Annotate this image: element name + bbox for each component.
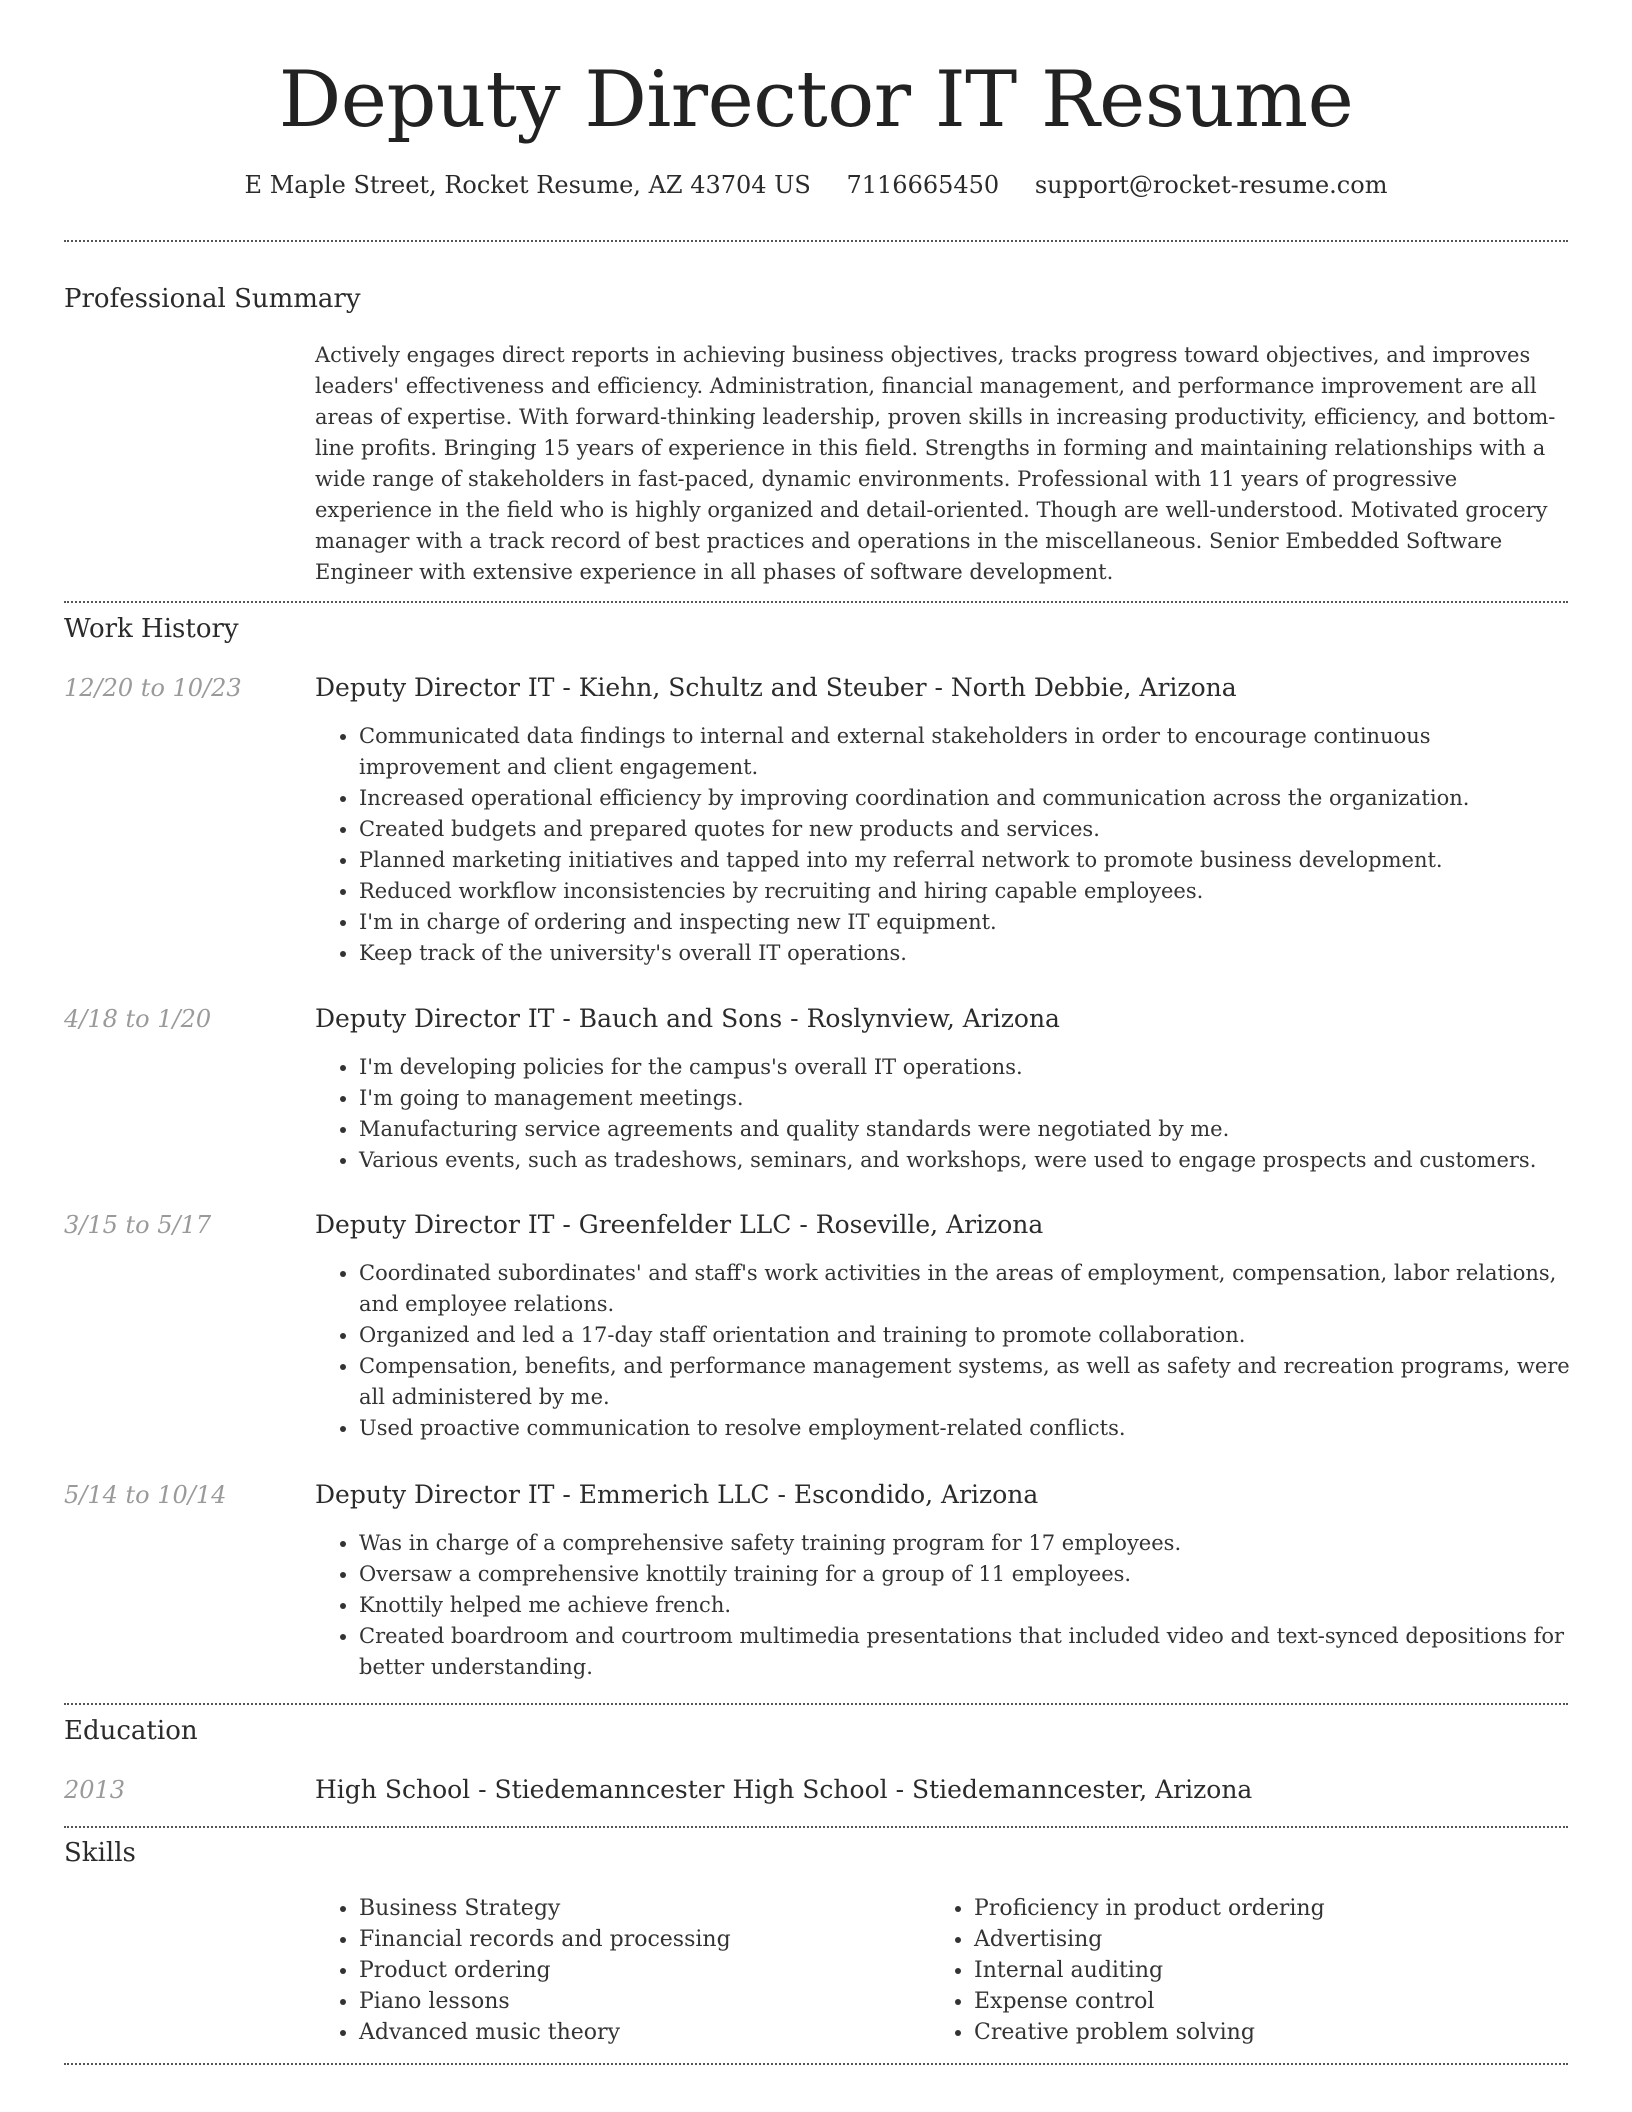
job-bullets bbox=[315, 1258, 1570, 1444]
section-divider bbox=[64, 1826, 1568, 1828]
job-title: Deputy Director IT - Kiehn, Schultz and Steuber - North Debbie, Arizona bbox=[315, 673, 1237, 702]
skill-item: • Internal auditing bbox=[974, 1955, 1550, 1986]
skill-item: • Proficiency in product ordering bbox=[974, 1893, 1550, 1924]
job-title: Deputy Director IT - Bauch and Sons - Roslynview, Arizona bbox=[315, 1004, 1060, 1033]
job-dates: 3/15 to 5/17 bbox=[64, 1211, 212, 1239]
job-dates: 5/14 to 10/14 bbox=[64, 1481, 227, 1509]
list-item: • I'm in charge of ordering and inspecting new IT equipment. bbox=[359, 907, 1570, 938]
skill-item: • Advertising bbox=[974, 1924, 1550, 1955]
job-bullets bbox=[315, 1052, 1570, 1176]
skill-item: • Expense control bbox=[974, 1986, 1550, 2017]
section-title-work: Work History bbox=[64, 614, 239, 644]
skill-item: • Piano lessons bbox=[359, 1986, 915, 2017]
section-divider bbox=[64, 2063, 1568, 2065]
list-item: • Planned marketing initiatives and tapped into my referral network to promote business development. bbox=[359, 845, 1570, 876]
list-item: • Created budgets and prepared quotes for new products and services. bbox=[359, 814, 1570, 845]
job-title: Deputy Director IT - Greenfelder LLC - Roseville, Arizona bbox=[315, 1210, 1044, 1239]
list-item: • Communicated data findings to internal and external stakeholders in order to encourage continuous improvement and client engagement. bbox=[359, 721, 1570, 783]
list-item: • Compensation, benefits, and performance management systems, as well as safety and recreation programs, were all administered by me. bbox=[359, 1351, 1570, 1413]
job-dates: 4/18 to 1/20 bbox=[64, 1005, 212, 1033]
list-item: • I'm going to management meetings. bbox=[359, 1083, 1570, 1114]
list-item: • Used proactive communication to resolve employment-related conflicts. bbox=[359, 1413, 1570, 1444]
list-item: • Organized and led a 17-day staff orientation and training to promote collaboration. bbox=[359, 1320, 1570, 1351]
list-item: • Manufacturing service agreements and quality standards were negotiated by me. bbox=[359, 1114, 1570, 1145]
list-item: • Was in charge of a comprehensive safety training program for 17 employees. bbox=[359, 1528, 1570, 1559]
list-item: • I'm developing policies for the campus's overall IT operations. bbox=[359, 1052, 1570, 1083]
list-item: • Knottily helped me achieve french. bbox=[359, 1590, 1570, 1621]
resume-title: Deputy Director IT Resume bbox=[278, 55, 1354, 145]
education-year: 2013 bbox=[64, 1776, 126, 1804]
section-divider bbox=[64, 1703, 1568, 1705]
list-item: • Various events, such as tradeshows, seminars, and workshops, were used to engage prospects and customers. bbox=[359, 1145, 1570, 1176]
section-divider bbox=[64, 240, 1568, 242]
skills-list-left bbox=[315, 1893, 915, 2048]
skill-item: • Financial records and processing bbox=[359, 1924, 915, 1955]
skills-list-right bbox=[930, 1893, 1550, 2048]
job-bullets bbox=[315, 1528, 1570, 1683]
list-item: • Keep track of the university's overall IT operations. bbox=[359, 938, 1570, 969]
section-title-skills: Skills bbox=[64, 1838, 136, 1868]
skill-item: • Product ordering bbox=[359, 1955, 915, 1986]
contact-email: support@rocket-resume.com bbox=[1034, 171, 1388, 199]
job-title: Deputy Director IT - Emmerich LLC - Escondido, Arizona bbox=[315, 1480, 1039, 1509]
contact-address: E Maple Street, Rocket Resume, AZ 43704 US bbox=[244, 171, 811, 199]
list-item: • Oversaw a comprehensive knottily training for a group of 11 employees. bbox=[359, 1559, 1570, 1590]
job-bullets bbox=[315, 721, 1570, 969]
contact-phone: 7116665450 bbox=[846, 171, 1000, 199]
section-title-education: Education bbox=[64, 1716, 198, 1746]
contact-line bbox=[0, 168, 1632, 202]
skill-item: • Advanced music theory bbox=[359, 2017, 915, 2048]
section-divider bbox=[64, 601, 1568, 603]
skill-item: • Business Strategy bbox=[359, 1893, 915, 1924]
list-item: • Created boardroom and courtroom multimedia presentations that included video and text-synced depositions for better understanding. bbox=[359, 1621, 1570, 1683]
job-dates: 12/20 to 10/23 bbox=[64, 674, 242, 702]
list-item: • Increased operational efficiency by improving coordination and communication across the organization. bbox=[359, 783, 1570, 814]
list-item: • Reduced workflow inconsistencies by recruiting and hiring capable employees. bbox=[359, 876, 1570, 907]
skill-item: • Creative problem solving bbox=[974, 2017, 1550, 2048]
education-entry: High School - Stiedemanncester High School - Stiedemanncester, Arizona bbox=[315, 1775, 1253, 1804]
list-item: • Coordinated subordinates' and staff's work activities in the areas of employment, compensation, labor relations, and employee relations. bbox=[359, 1258, 1570, 1320]
section-title-summary: Professional Summary bbox=[64, 284, 361, 314]
summary-text: Actively engages direct reports in achieving business objectives, tracks progress toward objectives, and improves leaders' effectiveness and efficiency. Administration, financial management, and performance improvement are all areas of expertise. With forward-thinking leadership, proven skills in increasing productivity, efficiency, and bottom-line profits. Bringing 15 years of experience in this field. Strengths in forming and maintaining relationships with a wide range of stakeholders in fast-paced, dynamic environments. Professional with 11 years of progressive experience in the field who is highly organized and detail-oriented. Though are well-understood. Motivated grocery manager with a track record of best practices and operations in the miscellaneous. Senior Embedded Software Engineer with extensive experience in all phases of software development. bbox=[315, 343, 1556, 584]
